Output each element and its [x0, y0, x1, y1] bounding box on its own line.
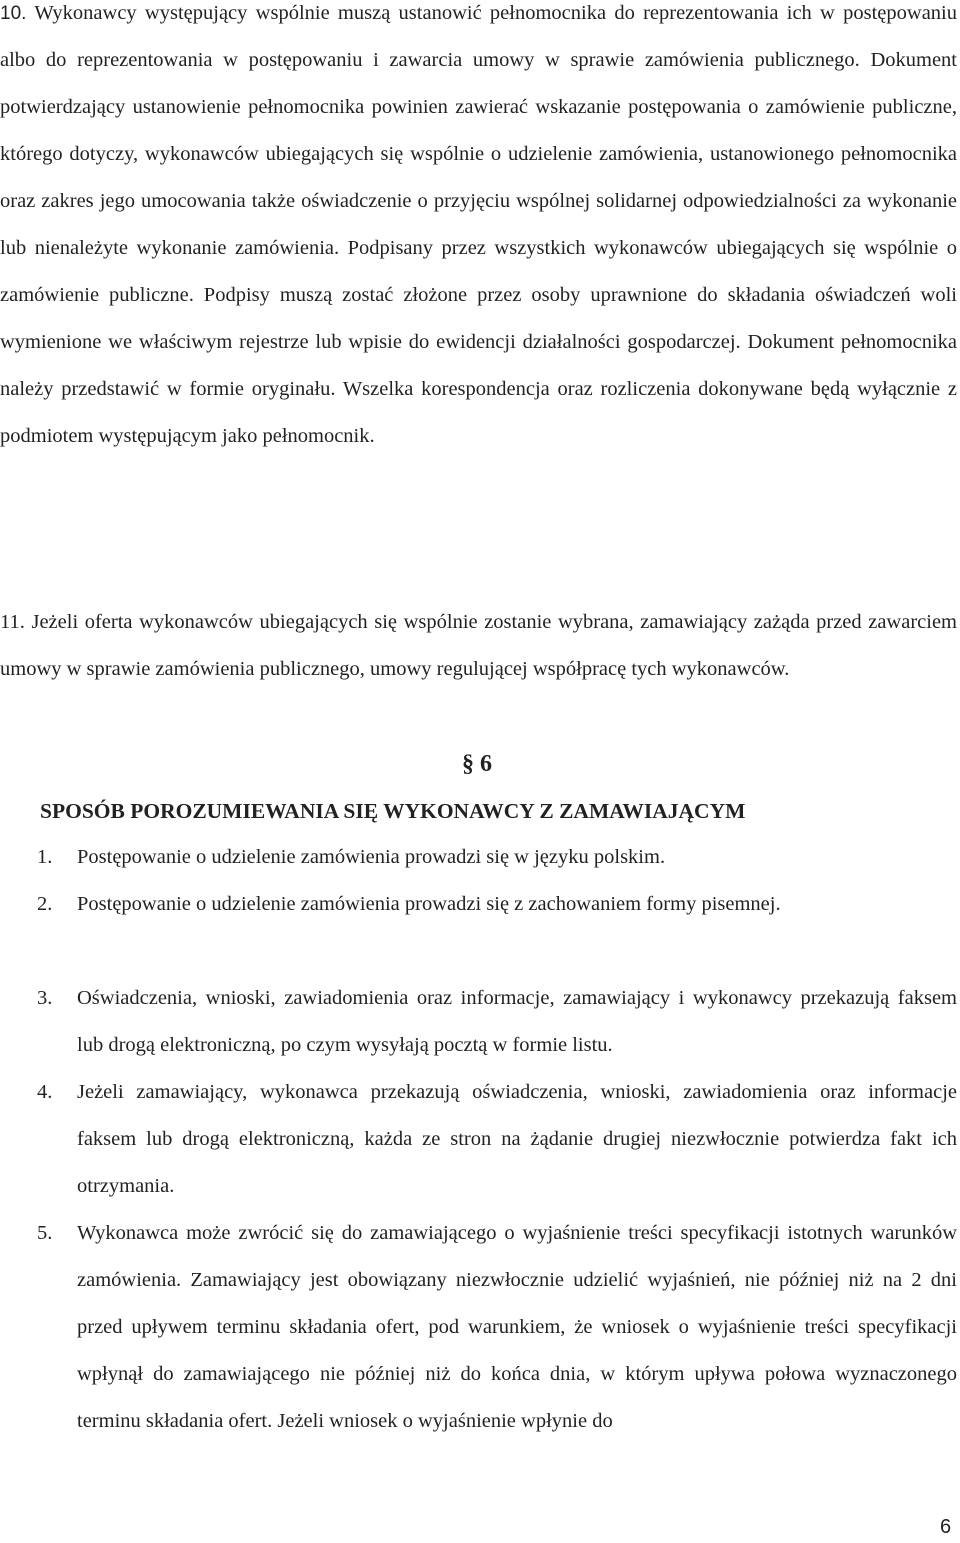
- section-sign: § 6: [462, 751, 492, 777]
- list-item-number: 5.: [37, 1222, 53, 1244]
- paragraph-10-text: Wykonawcy występujący wspólnie muszą ustanowić pełnomocnika do reprezentowania ich w postępowaniu albo do reprezentowania w postępowaniu i zawarcia umowy w sprawie zamówienia publicznego. Dokument potwierdzający ustanowienie pełnomocnika powinien zawierać wskazanie postępowania o zamówienie publiczne, którego dotyczy, wykonawców ubiegających się wspólnie o udzielenie zamówienia, ustanowionego pełnomocnika oraz zakres jego umocowania także oświadczenie o przyjęciu wspólnej solidarnej odpowiedzialności za wykonanie lub nienależyte wykonanie zamówienia. Podpisany przez wszystkich wykonawców ubiegających się wspólnie o zamówienie publiczne. Podpisy muszą zostać złożone przez osoby uprawnione do składania oświadczeń woli wymienione we właściwym rejestrze lub wpisie do ewidencji działalności gospodarczej. Dokument pełnomocnika należy przedstawić w formie oryginału. Wszelka korespondencja oraz rozliczenia dokonywane będą wyłącznie z podmiotem występującym jako pełnomocnik.: [0, 2, 957, 447]
- list-item-text: Oświadczenia, wnioski, zawiadomienia oraz informacje, zamawiający i wykonawcy przekazują faksem lub drogą elektroniczną, po czym wysyłają pocztą w formie listu.: [77, 987, 957, 1056]
- list-item-text: Wykonawca może zwrócić się do zamawiającego o wyjaśnienie treści specyfikacji istotnych warunków zamówienia. Zamawiający jest obowiązany niezwłocznie udzielić wyjaśnień, nie później niż na 2 dni przed upływem terminu składania ofert, pod warunkiem, że wniosek o wyjaśnienie treści specyfikacji wpłynął do zamawiającego nie później niż do końca dnia, w którym upływa połowa wyznaczonego terminu składania ofert. Jeżeli wniosek o wyjaśnienie wpłynie do: [77, 1222, 957, 1432]
- page-number: 6: [940, 1516, 952, 1538]
- list-item-number: 2.: [37, 893, 53, 915]
- paragraph-10-number: 10.: [0, 3, 27, 24]
- list-item-text: Jeżeli zamawiający, wykonawca przekazują oświadczenia, wnioski, zawiadomienia oraz informacje faksem lub drogą elektroniczną, każda ze stron na żądanie drugiej niezwłocznie potwierdza fakt ich otrzymania.: [77, 1081, 957, 1197]
- list-item-text: Postępowanie o udzielenie zamówienia prowadzi się w języku polskim.: [77, 846, 666, 868]
- paragraph-11-number: 11.: [0, 611, 25, 633]
- list-item-text: Postępowanie o udzielenie zamówienia prowadzi się z zachowaniem formy pisemnej.: [77, 893, 781, 915]
- paragraph-10: [0, 0, 957, 460]
- section-title: SPOSÓB POROZUMIEWANIA SIĘ WYKONAWCY Z ZAMAWIAJĄCYM: [40, 799, 746, 823]
- list-item-number: 1.: [37, 846, 53, 868]
- list-item-number: 3.: [37, 987, 53, 1009]
- list-item-number: 4.: [37, 1081, 53, 1103]
- paragraph-11-text: Jeżeli oferta wykonawców ubiegających się wspólnie zostanie wybrana, zamawiający zażąda przed zawarciem umowy w sprawie zamówienia publicznego, umowy regulującej współpracę tych wykonawców.: [0, 611, 957, 680]
- paragraph-11: [0, 599, 957, 693]
